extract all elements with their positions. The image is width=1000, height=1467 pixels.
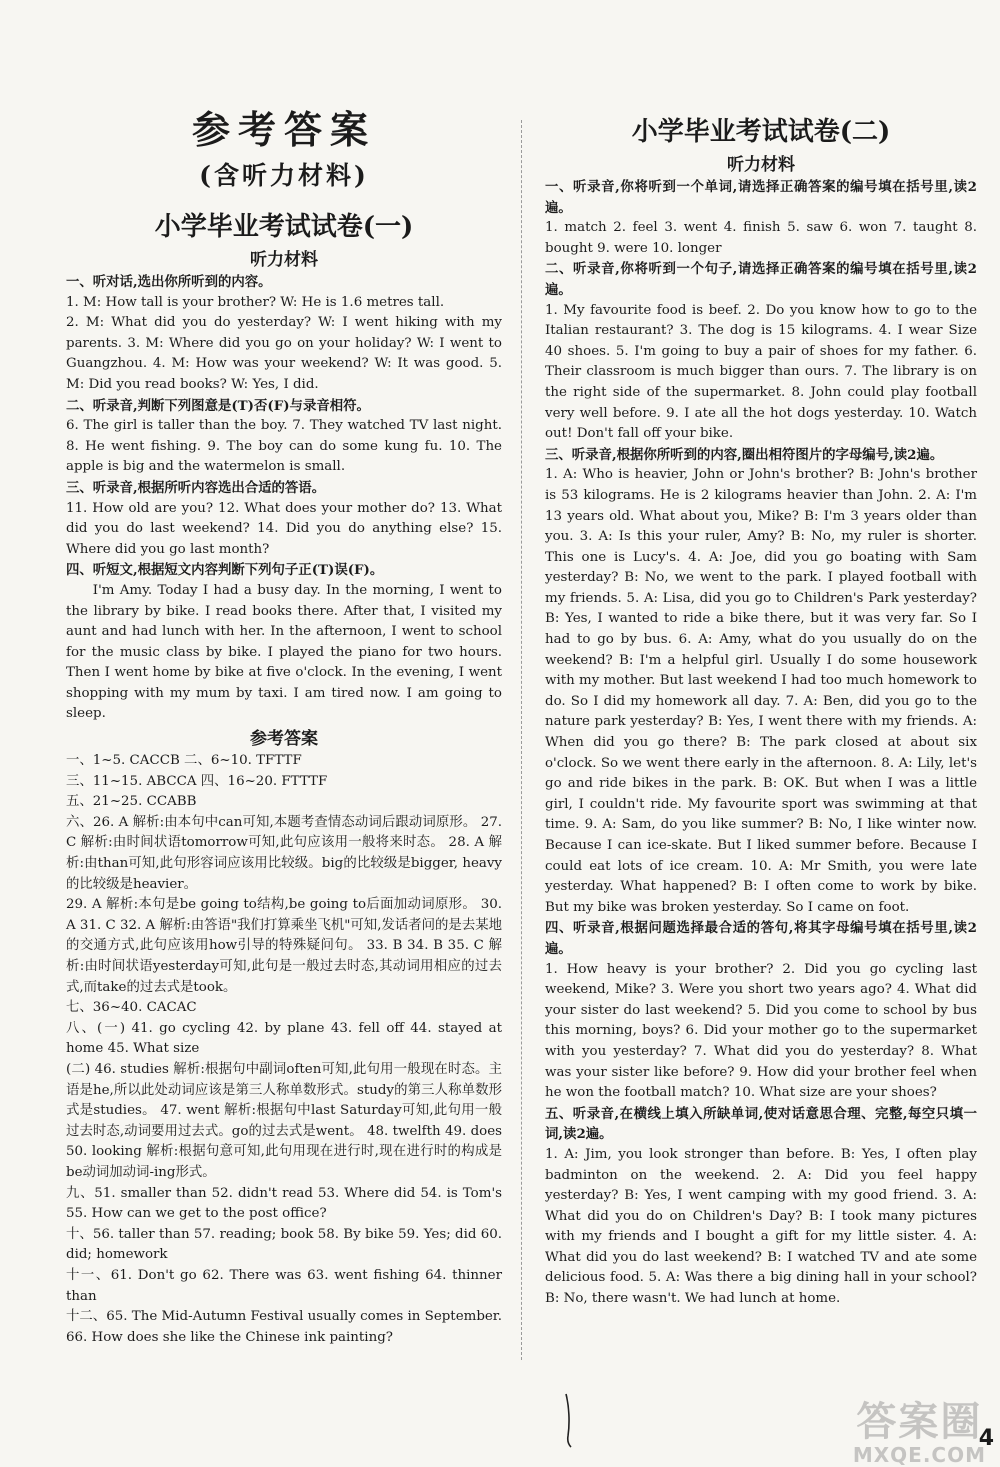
listening-item: 1. match 2. feel 3. went 4. finish 5. saw 6. won 7. taught 8. bought 9. were 10. longer xyxy=(545,220,977,256)
section-heading: 二、听录音,判断下列图意是(T)否(F)与录音相符。 xyxy=(66,397,370,414)
answer-line: 29. A 解析:本句是be going to结构,be going to后面加动词原形。 30. A 31. C 32. A 解析:由答语"我们打算乘坐飞机"可知,发话者问的是去某地的交通方式,此句应该用how引导的特殊疑问句。 33. B 34. B 35. C 解析:由时间状语yesterday可知,此句是一般过去时态,其动词用相应的过去式,而take的过去式是took。 xyxy=(66,897,502,995)
answer-line: 八、(一) 41. go cycling 42. by plane 43. fell off 44. stayed at home 45. What size xyxy=(66,1020,502,1057)
answer-line: 九、51. smaller than 52. didn't read 53. Where did 54. is Tom's 55. How can we get to the post office? xyxy=(66,1185,502,1222)
answer-line: 十一、61. Don't go 62. There was 63. went fishing 64. thinner than xyxy=(66,1267,502,1304)
answer-line: 一、1~5. CACCB 二、6~10. TFTTF xyxy=(66,753,302,769)
listening-passage: I'm Amy. Today I had a busy day. In the morning, I went to the library by bike. I read books there. After that, I visited my aunt and had lunch with her. In the afternoon, I went to school for the music class by bike. I played the piano for two hours. Then I went home by bike at five o'clock. In the evening, I went shopping with my mum by taxi. I am tired now. I am going to sleep. xyxy=(66,582,502,722)
listening-item: 6. The girl is taller than the boy. 7. They watched TV last night. 8. He went fishing. 9. The boy can do some kung fu. 10. The apple is big and the watermelon is small. xyxy=(66,418,502,475)
listening-title-one: 听力材料 xyxy=(250,250,318,270)
section-heading: 五、听录音,在横线上填入所缺单词,使对话意思合理、完整,每空只填一词,读2遍。 xyxy=(545,1105,977,1143)
listening-item: 1. M: How tall is your brother? W: He is 1.6 metres tall. xyxy=(66,294,445,310)
listening-item: 1. A: Jim, you look stronger than before. B: Yes, I often play badminton on the weekend. 2. A: Did you feel happy yesterday? B: Yes, I went camping with my good friend. 3. A: What did you do on Children's Day? B: I took many pictures with my friends and I bought a gift for my little sister. 4. A: What did you do last weekend? B: I watched TV and ate some delicious food. 5. A: Was there a big dining hall in your school? B: No, there wasn't. We had lunch at home. xyxy=(545,1146,977,1307)
listening-item: 11. How old are you? 12. What does your mother do? 13. What did you do last weekend? 14. Did you do anything else? 15. Where did you go last month? xyxy=(66,500,502,557)
main-title: 参考答案 xyxy=(191,107,376,152)
sub-title: (含听力材料) xyxy=(199,161,369,190)
answer-line: 七、36~40. CACAC xyxy=(66,1000,197,1016)
section-heading: 四、听录音,根据问题选择最合适的答句,将其字母编号填在括号里,读2遍。 xyxy=(545,920,977,957)
answer-line: 五、21~25. CCABB xyxy=(66,794,197,810)
listening-material-two xyxy=(545,177,977,1310)
watermark-logo: 答案圈 MXQE.COM xyxy=(852,1399,986,1467)
answer-line: 六、26. A 解析:由本句中can可知,本题考查情态动词后跟动词原形。 27. C 解析:由时间状语tomorrow可知,此句应该用一般将来时态。 28. A 解析:由than可知,此句形容词应该用比较级。big的比较级是bigger, heavy的比较级是heavier。 xyxy=(66,814,502,892)
pen-mark xyxy=(563,1392,573,1448)
answer-line: 三、11~15. ABCCA 四、16~20. FTTTF xyxy=(66,773,328,789)
section-heading: 一、听对话,选出你所听到的内容。 xyxy=(66,274,272,290)
section-heading: 四、听短文,根据短文内容判断下列句子正(T)误(F)。 xyxy=(66,562,384,579)
listening-item: 2. M: What did you do yesterday? W: I went hiking with my parents. 3. M: Where did you go on your holiday? W: I went to Guangzhou. 4. M: How was your weekend? W: It was good. 5. M: Did you read books? W: Yes, I did. xyxy=(66,315,502,392)
section-heading: 三、听录音,根据你所听到的内容,圈出相符图片的字母编号,读2遍。 xyxy=(545,446,944,463)
paper-one-title: 小学毕业考试试卷(一) xyxy=(154,212,414,242)
page-number: 4 xyxy=(978,1426,994,1451)
listening-title-two: 听力材料 xyxy=(727,155,795,175)
listening-item: 1. How heavy is your brother? 2. Did you go cycling last weekend, Mike? 3. Were you short two years ago? 4. What did your sister do last weekend? 5. Did you come to school by bus this morning, boys? 6. Did your mother go to the supermarket with you yesterday? 7. What did you do yesterday? 8. What was your sister like before? 9. How did your brother feel when he won the football match? 10. What size are your shoes? xyxy=(545,961,977,1101)
section-heading: 三、听录音,根据所听内容选出合适的答语。 xyxy=(66,479,326,496)
column-divider xyxy=(521,120,522,1360)
listening-item: 1. My favourite food is beef. 2. Do you know how to go to the Italian restaurant? 3. The dog is 15 kilograms. 4. I wear Size 40 shoes. 5. I'm going to buy a pair of shoes for my father. 6. Their classroom is much bigger than ours. 7. The library is on the right side of the supermarket. 8. John could play football very well before. 9. I ate all the hot dogs yesterday. 10. Watch out! Don't fall off your bike. xyxy=(545,302,977,442)
answer-line: (二) 46. studies 解析:根据句中副词often可知,此句用一般现在时态。主语是he,所以此处动词应该是第三人称单数形式。study的第三人称单数形式是studies。 47. went 解析:根据句中last Saturday可知,此句用一般过去时态,动词要用过去式。go的过去式是went。 48. twelfth 49. does 50. looking 解析:根据句意可知,此句用现在进行时,现在进行时的构成是be动词加动词-ing形式。 xyxy=(66,1061,502,1180)
right-column xyxy=(545,0,977,1310)
listening-item: 1. A: Who is heavier, John or John's brother? B: John's brother is 53 kilograms. He is 2 kilograms heavier than John. 2. A: I'm 13 years old. What about you, Mike? B: I'm 3 years older than you. 3. A: Is this your ruler, Amy? B: No, my ruler is shorter. This one is Lucy's. 4. A: Joe, did you go boating with Sam yesterday? B: No, we went to the park. I played football with my friends. 5. A: Lisa, did you go to Children's Park yesterday? B: Yes, I wanted to ride a bike there, but it was very far. So I had to go by bus. 6. A: Amy, what do you usually do on the weekend? B: I'm a helpful girl. Usually I do some housework with my mother. But last weekend I had too much homework to do. So I did my homework all day. 7. A: Ben, did you go to the nature park yesterday? B: Yes, I went there with my friends. A: When did you go there? B: The park closed at about six o'clock. So we went there early in the afternoon. 8. A: Lily, let's go and ride bikes in the park. B: OK. But when I was a little girl, I couldn't ride. My favourite sport was swimming at that time. 9. A: Sam, do you like summer? B: No, I like winter now. Because I can ice-skate. But I liked summer before. Because I could eat lots of ice cream. 10. A: Mr Smith, you were late yesterday. What happened? B: I often come to work by bike. But my bike was broken yesterday. So I came on foot. xyxy=(545,467,977,915)
section-heading: 二、听录音,你将听到一个句子,请选择正确答案的编号填在括号里,读2遍。 xyxy=(545,261,977,298)
answer-line: 十二、65. The Mid-Autumn Festival usually comes in September. 66. How does she like the Chinese ink painting? xyxy=(66,1309,502,1345)
left-column xyxy=(66,0,502,1348)
section-heading: 一、听录音,你将听到一个单词,请选择正确答案的编号填在括号里,读2遍。 xyxy=(545,179,977,216)
answers-title: 参考答案 xyxy=(250,729,318,750)
paper-two-title: 小学毕业考试试卷(二) xyxy=(631,117,891,147)
answer-line: 十、56. taller than 57. reading; book 58. By bike 59. Yes; did 60. did; homework xyxy=(66,1226,502,1263)
